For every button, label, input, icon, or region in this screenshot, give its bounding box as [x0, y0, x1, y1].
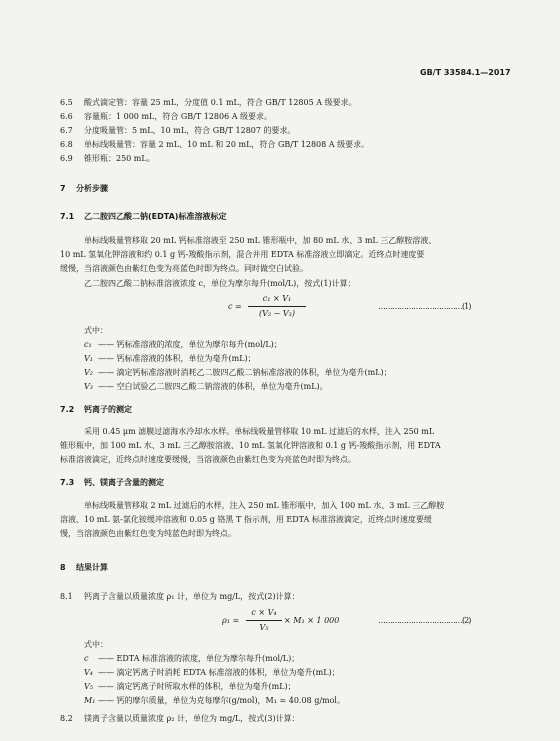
item-num: 6.7: [60, 126, 73, 135]
item-num: 8.2: [60, 714, 73, 723]
symbol-definition: —— EDTA 标准溶液的浓度，单位为摩尔每升(mol/L)；: [98, 654, 300, 663]
paragraph-line: 缓慢，当溶液颜色由紫红色变为亮蓝色时即为终点。同时做空白试验。: [60, 264, 308, 273]
equation-number: ………………………………(1): [378, 302, 471, 311]
item-num: 8.1: [60, 592, 73, 601]
subsection-title: 钙、镁离子含量的测定: [84, 478, 164, 487]
symbol: V₁: [84, 354, 93, 363]
symbol: c: [84, 654, 89, 663]
symbol: V₅: [84, 682, 93, 691]
symbol: V₃: [84, 382, 93, 391]
item-text: 锥形瓶：250 mL。: [84, 154, 155, 163]
paragraph-line: 溶液、10 mL 氨-氯化铵缓冲溶液和 0.05 g 铬黑 T 指示剂，用 EDTA 标准溶液滴定，近终点时速度要缓: [60, 515, 432, 524]
paragraph-line: 慢，当溶液颜色由紫红色变为纯蓝色时即为终点。: [60, 529, 236, 538]
symbol-definition: —— 空白试验乙二胺四乙酸二钠溶液的体积，单位为毫升(mL)。: [98, 382, 328, 391]
where-label: 式中：: [84, 326, 108, 335]
item-text: 分度吸量管：5 mL、10 mL，符合 GB/T 12807 的要求。: [84, 126, 296, 135]
subsection-number: 7.2: [60, 405, 75, 414]
equation-number: ………………………………(2): [378, 616, 471, 625]
symbol-definition: —— 钙标准溶液的浓度，单位为摩尔每升(mol/L)；: [98, 340, 282, 349]
symbol: c₁: [84, 340, 92, 349]
paragraph-line: 采用 0.45 μm 滤膜过滤海水冷却水水样。单标线吸量管移取 10 mL 过滤后的水样，注入 250 mL: [84, 427, 435, 436]
symbol-definition: —— 钙的摩尔质量，单位为克每摩尔(g/mol)，M₁ = 40.08 g/mol。: [98, 696, 345, 705]
section-title: 分析步骤: [76, 184, 108, 193]
paragraph-line: 钙离子含量以质量浓度 ρ₁ 计，单位为 mg/L，按式(2)计算：: [84, 592, 300, 601]
paragraph-line: 单标线吸量管移取 2 mL 过滤后的水样，注入 250 mL 锥形瓶中，加入 100 mL 水、3 mL 三乙醇胺: [84, 501, 445, 510]
subsection-number: 7.1: [60, 212, 75, 221]
symbol-definition: —— 滴定钙离子时所取水样的体积，单位为毫升(mL)；: [98, 682, 296, 691]
section-number: 7: [60, 184, 66, 193]
item-text: 酸式滴定管：容量 25 mL，分度值 0.1 mL，符合 GB/T 12805 A 级要求。: [84, 98, 357, 107]
item-text: 单标线吸量管：容量 2 mL、10 mL 和 20 mL，符合 GB/T 12808 A 级要求。: [84, 140, 370, 149]
item-num: 6.5: [60, 98, 73, 107]
symbol-definition: —— 滴定钙标准溶液时消耗乙二胺四乙酸二钠标准溶液的体积，单位为毫升(mL)；: [98, 368, 392, 377]
symbol: V₄: [84, 668, 93, 677]
equation-denominator: (V₂ − V₃): [259, 309, 295, 318]
subsection-title: 乙二胺四乙酸二钠(EDTA)标准溶液标定: [84, 212, 227, 221]
equation-numerator: c × V₄: [251, 608, 277, 617]
paragraph-line: 锥形瓶中，加 100 mL 水、3 mL 三乙醇胺溶液、10 mL 氢氧化钾溶液和 0.1 g 钙-羧酸指示剂，用 EDTA: [60, 441, 441, 450]
section-title: 结果计算: [76, 563, 108, 572]
where-label: 式中：: [84, 640, 108, 649]
symbol-definition: —— 滴定钙离子时消耗 EDTA 标准溶液的体积，单位为毫升(mL)；: [98, 668, 340, 677]
fraction-bar: [248, 306, 306, 307]
symbol: M₁: [84, 696, 96, 705]
symbol: V₂: [84, 368, 93, 377]
section-number: 8: [60, 563, 66, 572]
equation-lhs: ρ₁ =: [222, 616, 240, 625]
paragraph-line: 乙二胺四乙酸二钠标准溶液浓度 c，单位为摩尔每升(mol/L)，按式(1)计算：: [84, 279, 356, 288]
paragraph-line: 镁离子含量以质量浓度 ρ₂ 计，单位为 mg/L，按式(3)计算：: [84, 714, 300, 723]
item-text: 容量瓶：1 000 mL，符合 GB/T 12806 A 级要求。: [84, 112, 273, 121]
standard-number: GB/T 33584.1—2017: [420, 68, 511, 77]
paragraph-line: 标准溶液滴定，近终点时速度要缓慢，当溶液颜色由紫红色变为亮蓝色时即为终点。: [60, 455, 356, 464]
equation-numerator: c₁ × V₁: [262, 294, 292, 303]
subsection-title: 钙离子的测定: [84, 405, 132, 414]
subsection-number: 7.3: [60, 478, 75, 487]
paragraph-line: 10 mL 氢氧化钾溶液和约 0.1 g 钙-羧酸指示剂，混合并用 EDTA 标准溶液立即滴定。近终点时速度要: [60, 250, 425, 259]
symbol-definition: —— 钙标准溶液的体积，单位为毫升(mL)；: [98, 354, 256, 363]
item-num: 6.6: [60, 112, 73, 121]
equation-lhs: c =: [228, 302, 242, 311]
item-num: 6.9: [60, 154, 73, 163]
equation-rhs: × M₁ × 1 000: [284, 616, 340, 625]
item-num: 6.8: [60, 140, 73, 149]
fraction-bar: [246, 620, 282, 621]
equation-denominator: V₅: [259, 623, 269, 632]
paragraph-line: 单标线吸量管移取 20 mL 钙标准溶液至 250 mL 锥形瓶中，加 80 mL 水、3 mL 三乙醇胺溶液、: [84, 236, 437, 245]
